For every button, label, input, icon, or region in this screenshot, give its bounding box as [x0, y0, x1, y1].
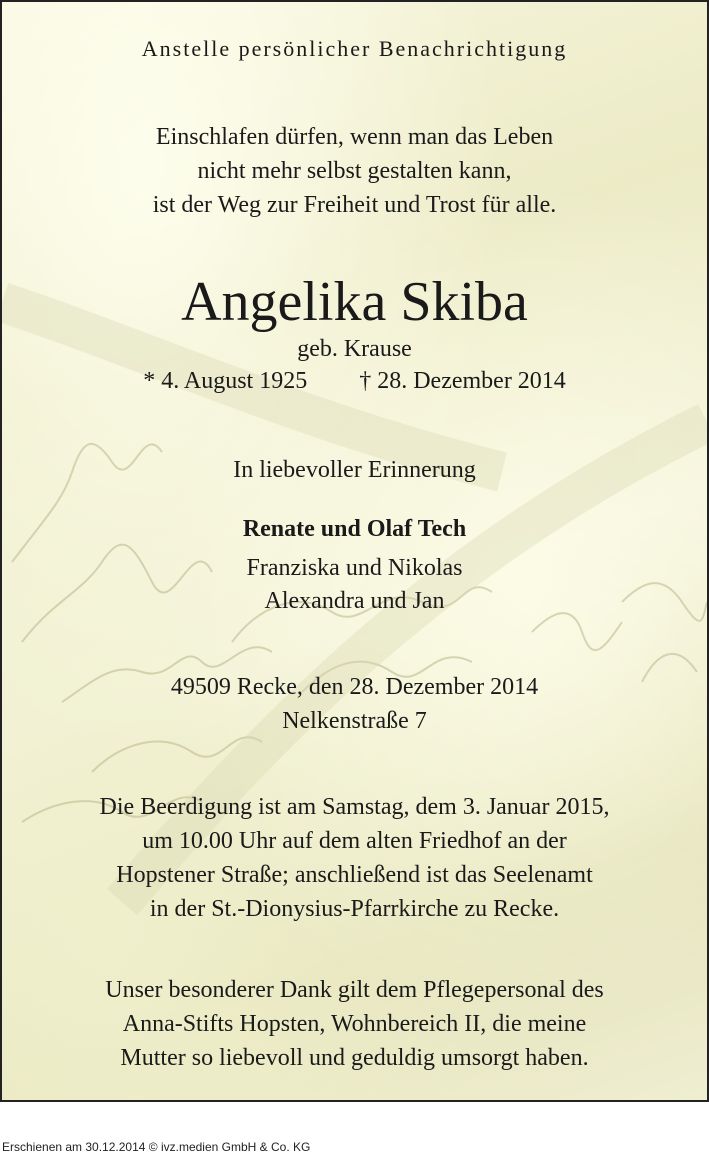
deceased-name: Angelika Skiba [181, 271, 528, 333]
life-dates [2, 368, 707, 395]
verse-line-3: ist der Weg zur Freiheit und Trost für alle. [152, 192, 557, 218]
birth-date: * 4. August 1925 [143, 368, 308, 394]
publication-footer: Erschienen am 30.12.2014 © ivz.medien GmbH & Co. KG [2, 1140, 311, 1154]
maiden-name: geb. Krause [297, 336, 412, 362]
mourner-line-1: Franziska und Nikolas [246, 555, 463, 581]
thanks-line-1: Unser besonderer Dank gilt dem Pflegepersonal des [105, 977, 604, 1003]
funeral-line-2: um 10.00 Uhr auf dem alten Friedhof an der [142, 828, 567, 854]
death-date: † 28. Dezember 2014 [359, 368, 566, 394]
notice-header: Anstelle persönlicher Benachrichtigung [141, 36, 568, 61]
funeral-line-4: in der St.-Dionysius-Pfarrkirche zu Recke. [149, 896, 560, 922]
address: Nelkenstraße 7 [282, 708, 427, 734]
verse-line-2: nicht mehr selbst gestalten kann, [197, 158, 512, 184]
place-date: 49509 Recke, den 28. Dezember 2014 [170, 674, 539, 700]
funeral-line-3: Hopstener Straße; anschließend ist das Seelenamt [116, 862, 593, 888]
funeral-line-1: Die Beerdigung ist am Samstag, dem 3. Januar 2015, [99, 794, 610, 820]
verse-line-1: Einschlafen dürfen, wenn man das Leben [155, 124, 554, 150]
thanks-line-3: Mutter so liebevoll und geduldig umsorgt haben. [120, 1045, 589, 1071]
thanks-line-2: Anna-Stifts Hopsten, Wohnbereich II, die meine [122, 1011, 587, 1037]
mourners-primary: Renate und Olaf Tech [242, 516, 467, 542]
memory-line: In liebevoller Erinnerung [233, 457, 476, 483]
notice-content [2, 2, 707, 1100]
mourner-line-2: Alexandra und Jan [264, 588, 445, 614]
